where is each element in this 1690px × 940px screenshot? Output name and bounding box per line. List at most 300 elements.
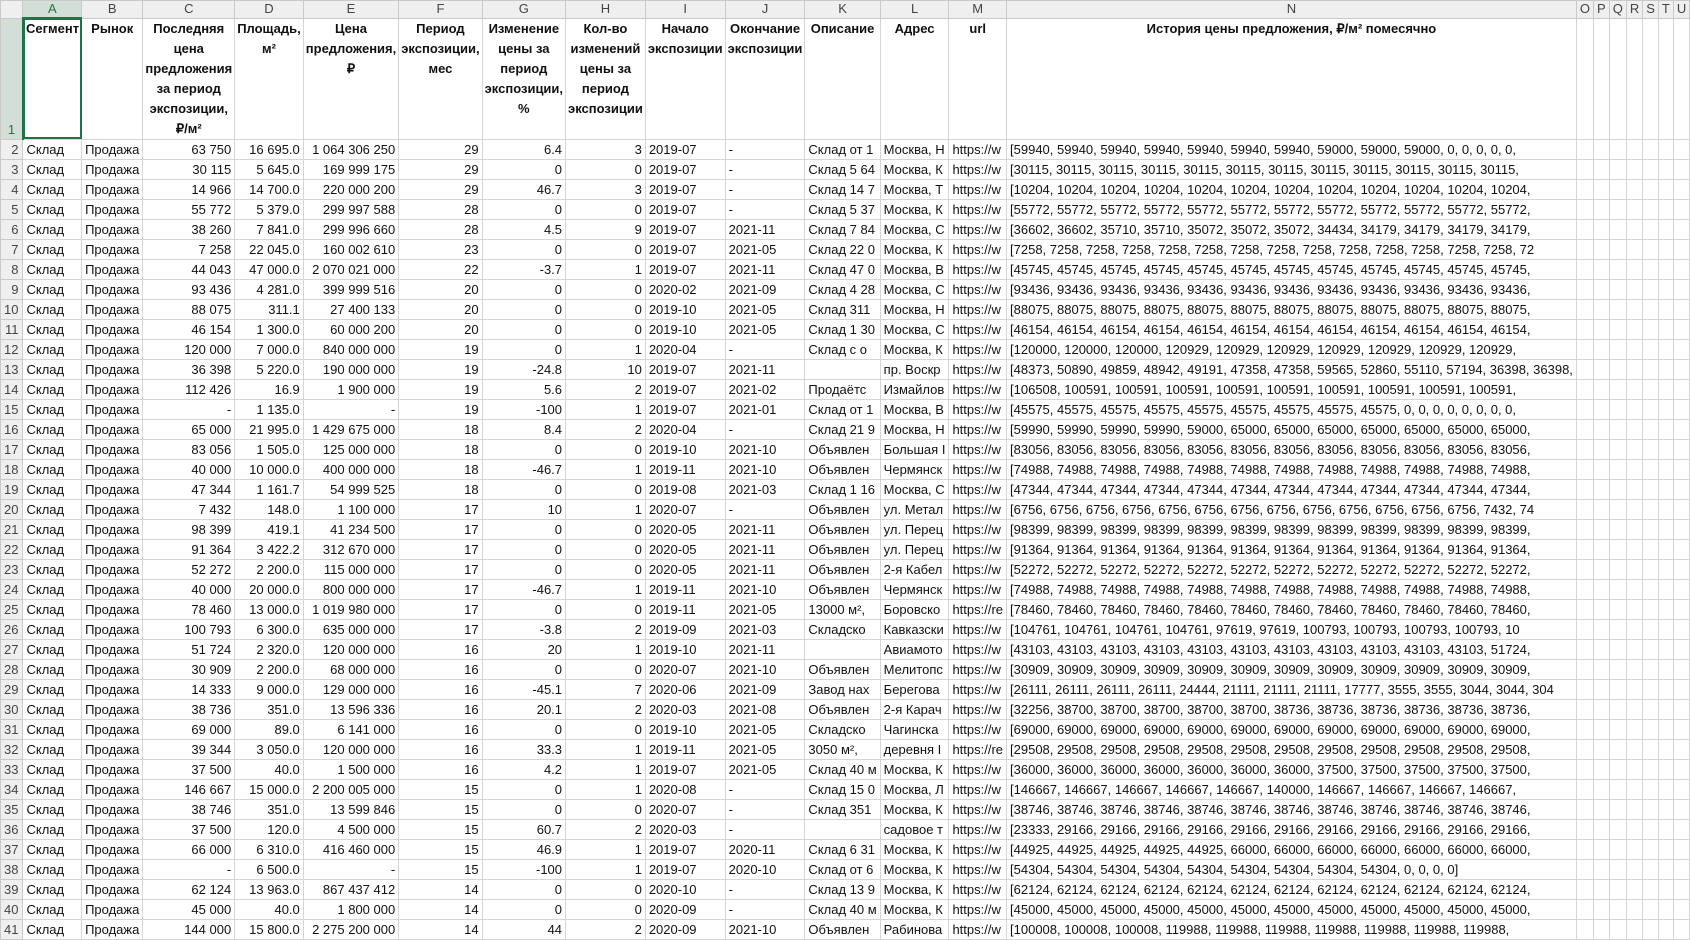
- header-cell[interactable]: История цены предложения, ₽/м² помесячно: [1007, 18, 1577, 139]
- cell[interactable]: 2021-11: [725, 259, 805, 279]
- empty-cell[interactable]: [1609, 519, 1626, 539]
- cell[interactable]: -46.7: [482, 459, 565, 479]
- cell[interactable]: 169 999 175: [303, 159, 398, 179]
- cell[interactable]: 16.9: [235, 379, 304, 399]
- empty-cell[interactable]: [1643, 519, 1659, 539]
- cell[interactable]: [6756, 6756, 6756, 6756, 6756, 6756, 6756, 6756, 6756, 6756, 6756, 6756, 6756, 7432, 74: [1007, 499, 1577, 519]
- empty-cell[interactable]: [1594, 459, 1610, 479]
- empty-cell[interactable]: [1673, 179, 1689, 199]
- cell[interactable]: 19: [399, 339, 482, 359]
- cell[interactable]: 1 161.7: [235, 479, 304, 499]
- empty-cell[interactable]: [1673, 679, 1689, 699]
- cell[interactable]: https://w: [949, 559, 1007, 579]
- cell[interactable]: 39 344: [143, 739, 235, 759]
- empty-cell[interactable]: [1658, 899, 1673, 919]
- empty-cell[interactable]: [1658, 739, 1673, 759]
- empty-cell[interactable]: [1658, 479, 1673, 499]
- cell[interactable]: 54 999 525: [303, 479, 398, 499]
- cell[interactable]: Продажа: [82, 779, 143, 799]
- empty-cell[interactable]: [1673, 519, 1689, 539]
- cell[interactable]: 2020-05: [645, 559, 725, 579]
- cell[interactable]: 2021-05: [725, 739, 805, 759]
- empty-cell[interactable]: [1658, 779, 1673, 799]
- empty-cell[interactable]: [1609, 639, 1626, 659]
- empty-cell[interactable]: [1643, 759, 1659, 779]
- cell[interactable]: 120 000 000: [303, 739, 398, 759]
- cell[interactable]: Склад 21 9: [805, 419, 880, 439]
- cell[interactable]: 3 050.0: [235, 739, 304, 759]
- cell[interactable]: Продажа: [82, 299, 143, 319]
- empty-cell[interactable]: [1609, 439, 1626, 459]
- cell[interactable]: 10 000.0: [235, 459, 304, 479]
- cell[interactable]: [83056, 83056, 83056, 83056, 83056, 83056, 83056, 83056, 83056, 83056, 83056, 83056,: [1007, 439, 1577, 459]
- cell[interactable]: 46 154: [143, 319, 235, 339]
- cell[interactable]: Склад: [23, 919, 82, 939]
- cell[interactable]: 16: [399, 659, 482, 679]
- cell[interactable]: 0: [566, 439, 646, 459]
- cell[interactable]: [104761, 104761, 104761, 104761, 97619, 97619, 100793, 100793, 100793, 100793, 10: [1007, 619, 1577, 639]
- cell[interactable]: 840 000 000: [303, 339, 398, 359]
- cell[interactable]: 2021-03: [725, 479, 805, 499]
- empty-cell[interactable]: [1658, 439, 1673, 459]
- cell[interactable]: Склад 14 7: [805, 179, 880, 199]
- cell[interactable]: 7 000.0: [235, 339, 304, 359]
- cell[interactable]: 2019-10: [645, 439, 725, 459]
- empty-cell[interactable]: [1576, 219, 1593, 239]
- empty-cell[interactable]: [1576, 859, 1593, 879]
- cell[interactable]: Москва, К: [880, 899, 949, 919]
- cell[interactable]: 2019-07: [645, 399, 725, 419]
- cell[interactable]: 2019-07: [645, 139, 725, 159]
- cell[interactable]: 3: [566, 179, 646, 199]
- cell[interactable]: -100: [482, 399, 565, 419]
- empty-cell[interactable]: [1658, 239, 1673, 259]
- empty-cell[interactable]: [1643, 539, 1659, 559]
- cell[interactable]: 115 000 000: [303, 559, 398, 579]
- cell[interactable]: [43103, 43103, 43103, 43103, 43103, 43103, 43103, 43103, 43103, 43103, 43103, 51724,: [1007, 639, 1577, 659]
- cell[interactable]: [36602, 36602, 35710, 35710, 35072, 35072, 35072, 34434, 34179, 34179, 34179, 34179,: [1007, 219, 1577, 239]
- empty-cell[interactable]: [1594, 279, 1610, 299]
- cell[interactable]: 16: [399, 739, 482, 759]
- cell[interactable]: Склад с о: [805, 339, 880, 359]
- cell[interactable]: Продажа: [82, 199, 143, 219]
- cell[interactable]: Продажа: [82, 259, 143, 279]
- cell[interactable]: 16: [399, 719, 482, 739]
- empty-cell[interactable]: [1594, 419, 1610, 439]
- empty-cell[interactable]: [1673, 499, 1689, 519]
- empty-cell[interactable]: [1643, 879, 1659, 899]
- row-header[interactable]: 8: [1, 259, 23, 279]
- cell[interactable]: 19: [399, 399, 482, 419]
- cell[interactable]: 144 000: [143, 919, 235, 939]
- cell[interactable]: 635 000 000: [303, 619, 398, 639]
- cell[interactable]: 120 000 000: [303, 639, 398, 659]
- cell[interactable]: Склад: [23, 539, 82, 559]
- cell[interactable]: https://w: [949, 339, 1007, 359]
- cell[interactable]: 2 070 021 000: [303, 259, 398, 279]
- empty-cell[interactable]: [1594, 859, 1610, 879]
- cell[interactable]: 2021-03: [725, 619, 805, 639]
- cell[interactable]: 0: [566, 479, 646, 499]
- cell[interactable]: 2: [566, 699, 646, 719]
- cell[interactable]: 2019-07: [645, 839, 725, 859]
- cell[interactable]: 2-я Кабел: [880, 559, 949, 579]
- cell[interactable]: Склад: [23, 739, 82, 759]
- cell[interactable]: 16: [399, 679, 482, 699]
- cell[interactable]: 2: [566, 619, 646, 639]
- cell[interactable]: -: [725, 879, 805, 899]
- empty-cell[interactable]: [1658, 219, 1673, 239]
- empty-cell[interactable]: [1673, 459, 1689, 479]
- cell[interactable]: 78 460: [143, 599, 235, 619]
- empty-cell[interactable]: [1658, 399, 1673, 419]
- cell[interactable]: 0: [566, 599, 646, 619]
- row-header[interactable]: 32: [1, 739, 23, 759]
- empty-cell[interactable]: [1626, 499, 1642, 519]
- cell[interactable]: 40 000: [143, 459, 235, 479]
- row-header[interactable]: 11: [1, 319, 23, 339]
- empty-cell[interactable]: [1658, 279, 1673, 299]
- empty-cell[interactable]: [1643, 439, 1659, 459]
- cell[interactable]: 22 045.0: [235, 239, 304, 259]
- column-header-u[interactable]: U: [1673, 1, 1689, 19]
- empty-cell[interactable]: [1643, 499, 1659, 519]
- row-header[interactable]: 29: [1, 679, 23, 699]
- header-cell[interactable]: Площадь, м²: [235, 18, 304, 139]
- cell[interactable]: Склад: [23, 819, 82, 839]
- row-header[interactable]: 19: [1, 479, 23, 499]
- column-header-i[interactable]: I: [645, 1, 725, 19]
- cell[interactable]: 2019-07: [645, 379, 725, 399]
- cell[interactable]: Склад от 1: [805, 399, 880, 419]
- empty-cell[interactable]: [1673, 259, 1689, 279]
- cell[interactable]: 2 275 200 000: [303, 919, 398, 939]
- row-header[interactable]: 1: [1, 18, 23, 139]
- cell[interactable]: 2021-11: [725, 539, 805, 559]
- cell[interactable]: Москва, Н: [880, 299, 949, 319]
- empty-cell[interactable]: [1626, 699, 1642, 719]
- cell[interactable]: 2020-03: [645, 819, 725, 839]
- cell[interactable]: 2021-11: [725, 359, 805, 379]
- empty-cell[interactable]: [1594, 519, 1610, 539]
- cell[interactable]: 2020-04: [645, 419, 725, 439]
- cell[interactable]: 19: [399, 359, 482, 379]
- cell[interactable]: 0: [482, 899, 565, 919]
- cell[interactable]: Склад: [23, 899, 82, 919]
- cell[interactable]: 5 220.0: [235, 359, 304, 379]
- cell[interactable]: https://w: [949, 899, 1007, 919]
- empty-cell[interactable]: [1609, 299, 1626, 319]
- cell[interactable]: -: [725, 779, 805, 799]
- empty-cell[interactable]: [1594, 259, 1610, 279]
- cell[interactable]: 16 695.0: [235, 139, 304, 159]
- empty-cell[interactable]: [1594, 439, 1610, 459]
- cell[interactable]: Склад: [23, 279, 82, 299]
- cell[interactable]: 14 966: [143, 179, 235, 199]
- row-header[interactable]: 22: [1, 539, 23, 559]
- empty-cell[interactable]: [1609, 399, 1626, 419]
- row-header[interactable]: 23: [1, 559, 23, 579]
- cell[interactable]: 2: [566, 419, 646, 439]
- empty-cell[interactable]: [1673, 719, 1689, 739]
- cell[interactable]: 18: [399, 419, 482, 439]
- empty-cell[interactable]: [1626, 579, 1642, 599]
- cell[interactable]: 2019-11: [645, 579, 725, 599]
- empty-cell[interactable]: [1576, 719, 1593, 739]
- empty-cell[interactable]: [1609, 179, 1626, 199]
- empty-cell[interactable]: [1658, 379, 1673, 399]
- cell[interactable]: 1: [566, 259, 646, 279]
- cell[interactable]: [32256, 38700, 38700, 38700, 38700, 38700, 38736, 38736, 38736, 38736, 38736, 38736,: [1007, 699, 1577, 719]
- cell[interactable]: [98399, 98399, 98399, 98399, 98399, 98399, 98399, 98399, 98399, 98399, 98399, 98399,: [1007, 519, 1577, 539]
- empty-cell[interactable]: [1643, 719, 1659, 739]
- cell[interactable]: -3.7: [482, 259, 565, 279]
- cell[interactable]: 6 300.0: [235, 619, 304, 639]
- cell[interactable]: [45000, 45000, 45000, 45000, 45000, 45000, 45000, 45000, 45000, 45000, 45000, 45000,: [1007, 899, 1577, 919]
- cell[interactable]: 44 043: [143, 259, 235, 279]
- empty-cell[interactable]: [1658, 359, 1673, 379]
- empty-cell[interactable]: [1643, 399, 1659, 419]
- cell[interactable]: 2 200.0: [235, 559, 304, 579]
- cell[interactable]: [30909, 30909, 30909, 30909, 30909, 30909, 30909, 30909, 30909, 30909, 30909, 30909,: [1007, 659, 1577, 679]
- row-header[interactable]: 35: [1, 799, 23, 819]
- empty-cell[interactable]: [1594, 739, 1610, 759]
- empty-cell[interactable]: [1594, 679, 1610, 699]
- cell[interactable]: Склад: [23, 599, 82, 619]
- empty-cell[interactable]: [1658, 619, 1673, 639]
- empty-cell[interactable]: [1643, 259, 1659, 279]
- empty-cell[interactable]: [1673, 359, 1689, 379]
- empty-cell[interactable]: [1626, 559, 1642, 579]
- cell[interactable]: 17: [399, 599, 482, 619]
- cell[interactable]: 2019-09: [645, 619, 725, 639]
- empty-cell[interactable]: [1576, 599, 1593, 619]
- cell[interactable]: https://w: [949, 459, 1007, 479]
- empty-cell[interactable]: [1626, 139, 1642, 159]
- cell[interactable]: 2021-11: [725, 559, 805, 579]
- cell[interactable]: Продажа: [82, 719, 143, 739]
- cell[interactable]: 28: [399, 219, 482, 239]
- empty-cell[interactable]: [1626, 719, 1642, 739]
- empty-cell[interactable]: [1576, 739, 1593, 759]
- cell[interactable]: 18: [399, 439, 482, 459]
- cell[interactable]: 0: [482, 279, 565, 299]
- cell[interactable]: Продажа: [82, 639, 143, 659]
- cell[interactable]: 2019-10: [645, 719, 725, 739]
- cell[interactable]: Склад: [23, 679, 82, 699]
- cell[interactable]: [69000, 69000, 69000, 69000, 69000, 69000, 69000, 69000, 69000, 69000, 69000, 69000,: [1007, 719, 1577, 739]
- cell[interactable]: https://w: [949, 179, 1007, 199]
- cell[interactable]: 0: [482, 879, 565, 899]
- cell[interactable]: 1: [566, 839, 646, 859]
- cell[interactable]: 0: [566, 199, 646, 219]
- empty-cell[interactable]: [1673, 659, 1689, 679]
- cell[interactable]: Продажа: [82, 479, 143, 499]
- empty-cell[interactable]: [1609, 339, 1626, 359]
- empty-cell[interactable]: [1609, 899, 1626, 919]
- cell[interactable]: [30115, 30115, 30115, 30115, 30115, 30115, 30115, 30115, 30115, 30115, 30115, 30115,: [1007, 159, 1577, 179]
- empty-cell[interactable]: [1673, 479, 1689, 499]
- empty-cell[interactable]: [1576, 159, 1593, 179]
- cell[interactable]: 2: [566, 379, 646, 399]
- empty-cell[interactable]: [1594, 579, 1610, 599]
- cell[interactable]: Продажа: [82, 139, 143, 159]
- cell[interactable]: 14: [399, 899, 482, 919]
- cell[interactable]: 1: [566, 639, 646, 659]
- header-cell[interactable]: [1658, 18, 1673, 139]
- empty-cell[interactable]: [1626, 779, 1642, 799]
- empty-cell[interactable]: [1626, 399, 1642, 419]
- empty-cell[interactable]: [1673, 439, 1689, 459]
- row-header[interactable]: 15: [1, 399, 23, 419]
- row-header[interactable]: 10: [1, 299, 23, 319]
- cell[interactable]: Продажа: [82, 239, 143, 259]
- cell[interactable]: 60.7: [482, 819, 565, 839]
- cell[interactable]: 30 115: [143, 159, 235, 179]
- empty-cell[interactable]: [1673, 159, 1689, 179]
- cell[interactable]: https://w: [949, 679, 1007, 699]
- cell[interactable]: Склад: [23, 779, 82, 799]
- cell[interactable]: 2019-11: [645, 459, 725, 479]
- cell[interactable]: 17: [399, 539, 482, 559]
- row-header[interactable]: 13: [1, 359, 23, 379]
- cell[interactable]: 100 793: [143, 619, 235, 639]
- cell[interactable]: Измайлов: [880, 379, 949, 399]
- empty-cell[interactable]: [1626, 639, 1642, 659]
- cell[interactable]: 400 000 000: [303, 459, 398, 479]
- empty-cell[interactable]: [1609, 799, 1626, 819]
- cell[interactable]: 120 000: [143, 339, 235, 359]
- cell[interactable]: Объявлен: [805, 659, 880, 679]
- cell[interactable]: [48373, 50890, 49859, 48942, 49191, 47358, 47358, 59565, 52860, 55110, 57194, 36398, 36398,: [1007, 359, 1577, 379]
- cell[interactable]: Продажа: [82, 859, 143, 879]
- cell[interactable]: 1: [566, 499, 646, 519]
- cell[interactable]: 2019-07: [645, 199, 725, 219]
- cell[interactable]: 0: [566, 899, 646, 919]
- cell[interactable]: [52272, 52272, 52272, 52272, 52272, 52272, 52272, 52272, 52272, 52272, 52272, 52272,: [1007, 559, 1577, 579]
- empty-cell[interactable]: [1643, 179, 1659, 199]
- cell[interactable]: 0: [482, 159, 565, 179]
- empty-cell[interactable]: [1594, 659, 1610, 679]
- cell[interactable]: 10: [482, 499, 565, 519]
- column-header-g[interactable]: G: [482, 1, 565, 19]
- empty-cell[interactable]: [1673, 539, 1689, 559]
- cell[interactable]: Продажа: [82, 319, 143, 339]
- cell[interactable]: Складско: [805, 619, 880, 639]
- empty-cell[interactable]: [1673, 639, 1689, 659]
- cell[interactable]: 21 995.0: [235, 419, 304, 439]
- empty-cell[interactable]: [1673, 299, 1689, 319]
- cell[interactable]: -: [725, 339, 805, 359]
- empty-cell[interactable]: [1594, 299, 1610, 319]
- row-header[interactable]: 6: [1, 219, 23, 239]
- empty-cell[interactable]: [1594, 839, 1610, 859]
- cell[interactable]: 18: [399, 479, 482, 499]
- cell[interactable]: 2021-02: [725, 379, 805, 399]
- cell[interactable]: 2021-05: [725, 599, 805, 619]
- cell[interactable]: 1: [566, 759, 646, 779]
- cell[interactable]: Продажа: [82, 519, 143, 539]
- cell[interactable]: 15: [399, 819, 482, 839]
- row-header[interactable]: 21: [1, 519, 23, 539]
- cell[interactable]: 2020-05: [645, 519, 725, 539]
- cell[interactable]: 0: [482, 519, 565, 539]
- cell[interactable]: 6 500.0: [235, 859, 304, 879]
- row-header[interactable]: 40: [1, 899, 23, 919]
- empty-cell[interactable]: [1609, 559, 1626, 579]
- cell[interactable]: 14: [399, 879, 482, 899]
- cell[interactable]: 0: [482, 659, 565, 679]
- cell[interactable]: 1 064 306 250: [303, 139, 398, 159]
- cell[interactable]: 2020-10: [725, 859, 805, 879]
- cell[interactable]: Объявлен: [805, 459, 880, 479]
- cell[interactable]: [54304, 54304, 54304, 54304, 54304, 54304, 54304, 54304, 54304, 0, 0, 0, 0]: [1007, 859, 1577, 879]
- cell[interactable]: Склад: [23, 399, 82, 419]
- empty-cell[interactable]: [1626, 199, 1642, 219]
- cell[interactable]: https://w: [949, 399, 1007, 419]
- cell[interactable]: Москва, Т: [880, 179, 949, 199]
- empty-cell[interactable]: [1658, 179, 1673, 199]
- cell[interactable]: https://w: [949, 859, 1007, 879]
- empty-cell[interactable]: [1594, 599, 1610, 619]
- cell[interactable]: 93 436: [143, 279, 235, 299]
- cell[interactable]: Продажа: [82, 919, 143, 939]
- empty-cell[interactable]: [1609, 199, 1626, 219]
- empty-cell[interactable]: [1576, 319, 1593, 339]
- empty-cell[interactable]: [1658, 719, 1673, 739]
- cell[interactable]: Склад 1 16: [805, 479, 880, 499]
- cell[interactable]: Москва, К: [880, 799, 949, 819]
- empty-cell[interactable]: [1673, 379, 1689, 399]
- cell[interactable]: Боровско: [880, 599, 949, 619]
- empty-cell[interactable]: [1626, 459, 1642, 479]
- header-cell[interactable]: [1576, 18, 1593, 139]
- cell[interactable]: Склад: [23, 159, 82, 179]
- cell[interactable]: Склад: [23, 259, 82, 279]
- cell[interactable]: https://w: [949, 139, 1007, 159]
- cell[interactable]: 2019-08: [645, 479, 725, 499]
- cell[interactable]: 16: [399, 699, 482, 719]
- row-header[interactable]: 27: [1, 639, 23, 659]
- empty-cell[interactable]: [1658, 499, 1673, 519]
- cell[interactable]: 13 963.0: [235, 879, 304, 899]
- cell[interactable]: -: [725, 159, 805, 179]
- cell[interactable]: Складско: [805, 719, 880, 739]
- header-cell[interactable]: Кол-во изменений цены за период экспозиции: [566, 18, 646, 139]
- empty-cell[interactable]: [1609, 779, 1626, 799]
- empty-cell[interactable]: [1576, 779, 1593, 799]
- row-header[interactable]: 30: [1, 699, 23, 719]
- column-header-e[interactable]: E: [303, 1, 398, 19]
- cell[interactable]: 13 596 336: [303, 699, 398, 719]
- cell[interactable]: Москва, С: [880, 219, 949, 239]
- cell[interactable]: Завод нах: [805, 679, 880, 699]
- cell[interactable]: 0: [482, 719, 565, 739]
- cell[interactable]: 16: [399, 639, 482, 659]
- cell[interactable]: 22: [399, 259, 482, 279]
- empty-cell[interactable]: [1576, 259, 1593, 279]
- cell[interactable]: 299 996 660: [303, 219, 398, 239]
- empty-cell[interactable]: [1576, 279, 1593, 299]
- empty-cell[interactable]: [1594, 559, 1610, 579]
- empty-cell[interactable]: [1643, 899, 1659, 919]
- empty-cell[interactable]: [1626, 259, 1642, 279]
- empty-cell[interactable]: [1643, 419, 1659, 439]
- empty-cell[interactable]: [1594, 379, 1610, 399]
- cell[interactable]: Москва, К: [880, 199, 949, 219]
- cell[interactable]: 47 000.0: [235, 259, 304, 279]
- cell[interactable]: Склад: [23, 719, 82, 739]
